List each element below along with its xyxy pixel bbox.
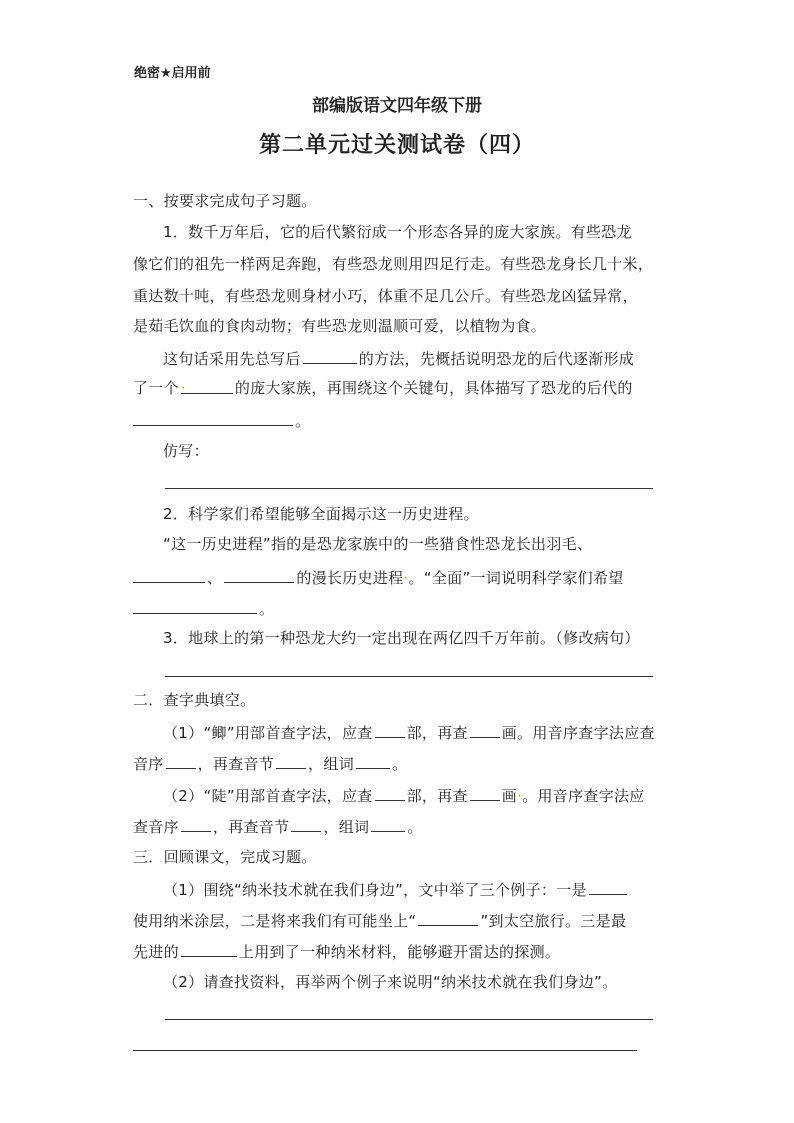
answer-blank[interactable] — [133, 567, 205, 583]
s2-text: 。 — [407, 818, 423, 836]
s3-text: ”到太空旅行。三是最 — [480, 912, 627, 930]
exam-subtitle: 部编版语文四年级下册 — [312, 96, 482, 116]
q1-task-line-3 — [133, 410, 310, 431]
s2-q1-line-2 — [133, 753, 407, 774]
q1-task-line-1 — [163, 348, 634, 369]
imitate-label: 仿写： — [163, 442, 209, 460]
q1-task-text: 这句话采用先总写后 — [163, 350, 301, 368]
s2-text: （2）“陡”用部首查字法，应查 — [163, 787, 373, 805]
s3-text: 使用纳米涂层，二是将来我们有可能坐上“ — [133, 912, 417, 930]
q1-passage-line-2: 像它们的祖先一样两足奔跑，有些恐龙则用四足行走。有些恐龙身长几十米， — [133, 255, 654, 273]
answer-blank[interactable] — [418, 910, 478, 926]
s3-answer-line-1[interactable] — [165, 1019, 653, 1020]
s2-text: 音序 — [133, 755, 164, 773]
dot-mark: · — [403, 569, 409, 587]
s2-text: 部，再查 — [406, 724, 468, 742]
q1-task-line-2 — [133, 378, 633, 398]
s3-q1-line-3 — [133, 941, 560, 962]
s2-text: （1）“鲫”用部首查字法，应查 — [163, 724, 373, 742]
s2-text: 部，再查 — [406, 787, 468, 805]
q1-task-text: 的方法，先概括说明恐龙的后代逐渐形成 — [358, 350, 635, 368]
answer-blank[interactable] — [276, 753, 306, 769]
answer-blank[interactable] — [470, 722, 500, 738]
q1-task-text: 的庞大家族，再围绕这个关键句，具体描写了恐龙的后代的 — [234, 379, 633, 397]
section-2-heading: 二．查字典填空。 — [133, 691, 256, 709]
answer-blank[interactable] — [375, 785, 405, 801]
q3-sentence: 3．地球上的第一种恐龙大约一定出现在两亿四千万年前。（修改病句） — [163, 629, 640, 647]
s3-q1-line-1 — [163, 879, 629, 900]
q1-task-text: 。 — [295, 412, 311, 430]
s2-text: 查音序 — [133, 818, 179, 836]
answer-blank[interactable] — [589, 879, 627, 895]
answer-blank[interactable] — [291, 816, 321, 832]
q1-passage-line-4: 是茹毛饮血的食肉动物；有些恐龙则温顺可爱，以植物为食。 — [133, 317, 547, 335]
confidential-label: 绝密★启用前 — [134, 66, 211, 81]
s2-text: ，组词 — [323, 818, 370, 836]
imitate-answer-line[interactable] — [165, 488, 653, 489]
s2-text: ，再查音节 — [197, 755, 275, 773]
answer-blank[interactable] — [224, 567, 294, 583]
answer-blank[interactable] — [181, 941, 237, 957]
s2-q2-line-1 — [163, 785, 645, 806]
dot-mark: · — [517, 787, 523, 805]
s3-q2-prompt: （2）请查找资料，再举两个例子来说明“纳米技术就在我们身边”。 — [163, 973, 618, 991]
s2-text: ，组词 — [308, 755, 355, 773]
s3-text: 上用到了一种纳米材料，能够避开雷达的探测。 — [238, 943, 561, 961]
q1-passage-line-1: 1．数千万年后，它的后代繁衍成一个形态各异的庞大家族。有些恐龙 — [163, 223, 632, 241]
answer-blank[interactable] — [470, 785, 500, 801]
s2-text: 。 — [392, 755, 408, 773]
answer-blank[interactable] — [133, 410, 293, 426]
q2-text: 。“全面”一词说明科学家们希望 — [408, 569, 624, 587]
answer-blank[interactable] — [133, 598, 257, 614]
q2-explain-line-1: “这一历史进程”指的是恐龙家族中的一些猎食性恐龙长出羽毛、 — [163, 535, 593, 553]
answer-blank[interactable] — [166, 753, 196, 769]
section-1-heading: 一、按要求完成句子习题。 — [133, 192, 317, 210]
section-3-heading: 三．回顾课文，完成习题。 — [133, 848, 317, 866]
answer-blank[interactable] — [356, 753, 390, 769]
answer-blank[interactable] — [180, 378, 233, 397]
q2-sentence: 2．科学家们希望能够全面揭示这一历史进程。 — [163, 505, 479, 523]
s2-text: 画 — [501, 787, 518, 805]
s2-text: 。用音序查字法应 — [522, 787, 645, 805]
answer-blank[interactable] — [303, 348, 357, 364]
q2-text: 的漫长历史进程 — [296, 569, 404, 587]
answer-blank[interactable] — [181, 816, 211, 832]
s3-answer-line-2[interactable] — [133, 1050, 637, 1051]
dot-mark: · — [180, 379, 186, 397]
s2-q1-line-1 — [163, 722, 655, 743]
s3-q1-line-2 — [133, 910, 626, 931]
s3-text: （1）围绕“纳米技术就在我们身边”，文中举了三个例子：一是 — [163, 881, 587, 899]
q2-text: 。 — [259, 600, 275, 618]
q2-explain-line-3 — [133, 598, 274, 619]
s2-text: ，再查音节 — [212, 818, 290, 836]
exam-title: 第二单元过关测试卷（四） — [258, 133, 535, 158]
q2-explain-line-2 — [133, 567, 624, 588]
q1-passage-line-3: 重达数十吨，有些恐龙则身材小巧，体重不足几公斤。有些恐龙凶猛异常， — [133, 287, 638, 305]
s2-text: 画。用音序查字法应查 — [501, 724, 655, 742]
answer-blank[interactable] — [375, 722, 405, 738]
q2-text: 、 — [207, 569, 223, 587]
answer-blank[interactable] — [371, 816, 405, 832]
s3-text: 先进的 — [133, 943, 179, 961]
s2-q2-line-2 — [133, 816, 423, 837]
q1-task-text: 了一个 — [133, 379, 179, 397]
q3-answer-line[interactable] — [165, 676, 653, 677]
